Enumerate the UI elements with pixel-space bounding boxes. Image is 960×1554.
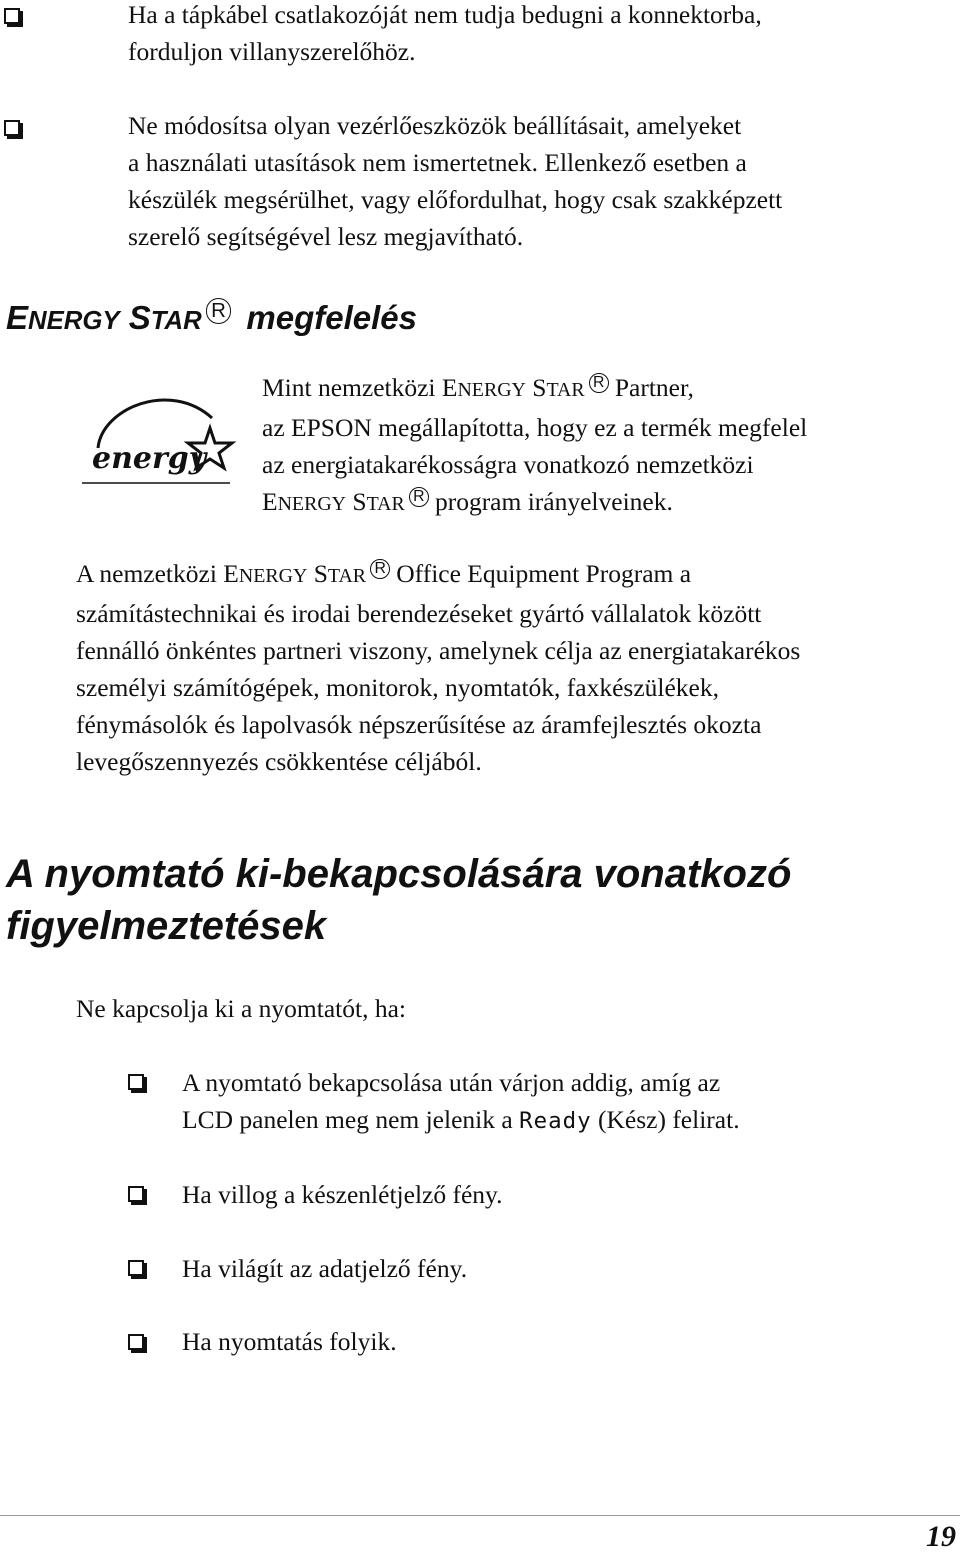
- text-line: Ne módosítsa olyan vezérlőeszközök beállításait, amelyeket: [128, 111, 742, 140]
- partner-paragraph: [262, 369, 807, 523]
- text-fragment: Office Equipment Program a: [396, 559, 692, 588]
- registered-icon: R: [370, 559, 390, 579]
- checkbox-bullet-icon: [128, 1260, 144, 1276]
- lcd-ready-text: Ready: [519, 1108, 592, 1134]
- smallcaps-letter: S: [313, 559, 328, 588]
- text-line: az energiatakarékosságra vonatkozó nemzetközi: [262, 450, 754, 479]
- text-line: személyi számítógépek, monitorok, nyomtatók, faxkészülékek,: [76, 673, 719, 702]
- text-line: fénymásolók és lapolvasók népszerűsítése az áramfejlesztés okozta: [76, 710, 762, 739]
- text-fragment: Mint nemzetközi: [262, 373, 442, 402]
- smallcaps-letter: S: [352, 487, 367, 516]
- text-line: levegőszennyezés csökkentése céljából.: [76, 747, 482, 776]
- warning-item-3: Ha világít az adatjelző fény.: [182, 1254, 468, 1283]
- text-line: fennálló önkéntes partneri viszony, amelynek célja az energiatakarékos: [76, 636, 801, 665]
- text-line: a használati utasítások nem ismertetnek. Ellenkező esetben a: [128, 148, 747, 177]
- text-fragment: (Kész) felirat.: [591, 1105, 740, 1134]
- smallcaps-rest: TAR: [327, 565, 367, 587]
- heading-letter: E: [6, 299, 29, 336]
- checkbox-bullet-icon: [128, 1334, 144, 1350]
- smallcaps-rest: NERGY: [457, 379, 526, 401]
- text-fragment: Partner,: [614, 373, 694, 402]
- page-number: 19: [926, 1520, 956, 1553]
- checkbox-bullet-icon: [128, 1186, 144, 1202]
- bullet-paragraph-1: [128, 0, 762, 70]
- warnings-heading: [6, 848, 791, 952]
- text-fragment: program irányelveinek.: [434, 487, 673, 516]
- smallcaps-letter: E: [262, 487, 278, 516]
- energy-star-heading: [6, 298, 417, 337]
- smallcaps-letter: S: [532, 373, 547, 402]
- heading-letter: S: [128, 299, 151, 336]
- warning-item-4: Ha nyomtatás folyik.: [182, 1327, 397, 1356]
- warning-item-2: Ha villog a készenlétjelző fény.: [182, 1180, 503, 1209]
- logo-script-text: energy: [92, 441, 207, 476]
- text-line: A nyomtató bekapcsolása után várjon addig, amíg az: [182, 1068, 721, 1097]
- registered-icon: R: [409, 487, 429, 507]
- smallcaps-letter: E: [223, 559, 239, 588]
- checkbox-bullet-icon: [4, 8, 20, 24]
- energy-star-logo: [80, 388, 240, 488]
- bullet-paragraph-2: [128, 107, 782, 255]
- smallcaps-rest: TAR: [366, 493, 405, 515]
- checkbox-bullet-icon: [4, 120, 20, 136]
- text-line: az EPSON megállapította, hogy ez a termék megfelel: [262, 413, 808, 442]
- text-line: szerelő segítségével lesz megjavítható.: [128, 222, 524, 251]
- smallcaps-letter: E: [441, 373, 458, 402]
- text-line: forduljon villanyszerelőhöz.: [128, 37, 416, 66]
- text-line: [182, 1101, 740, 1140]
- heading-text: megfelelés: [246, 299, 417, 336]
- text-line: [262, 483, 807, 523]
- registered-icon: R: [589, 373, 609, 393]
- smallcaps-rest: TAR: [546, 379, 585, 401]
- text-line: készülék megsérülhet, vagy előfordulhat, hogy csak szakképzett: [128, 185, 783, 214]
- program-paragraph: [76, 555, 800, 780]
- registered-icon: R: [206, 298, 232, 324]
- heading-smallcaps: NERGY: [28, 307, 120, 335]
- text-fragment: LCD panelen meg nem jelenik a: [182, 1105, 520, 1134]
- heading-smallcaps: TAR: [150, 307, 202, 335]
- heading-line: A nyomtató ki-bekapcsolására vonatkozó: [6, 852, 792, 896]
- heading-line: figyelmeztetések: [6, 904, 327, 948]
- text-line: [262, 369, 807, 409]
- text-line: Ha a tápkábel csatlakozóját nem tudja bedugni a konnektorba,: [128, 0, 762, 29]
- text-fragment: A nemzetközi: [76, 559, 224, 588]
- warnings-intro: Ne kapcsolja ki a nyomtatót, ha:: [76, 994, 406, 1023]
- smallcaps-rest: NERGY: [277, 493, 347, 515]
- text-line: [76, 555, 800, 595]
- energy-star-logo-icon: [80, 388, 240, 488]
- warning-item-1: [182, 1064, 740, 1140]
- checkbox-bullet-icon: [128, 1074, 144, 1090]
- footer-divider: [0, 1515, 960, 1516]
- text-line: számítástechnikai és irodai berendezéseket gyártó vállalatok között: [76, 599, 762, 628]
- smallcaps-rest: NERGY: [238, 565, 308, 587]
